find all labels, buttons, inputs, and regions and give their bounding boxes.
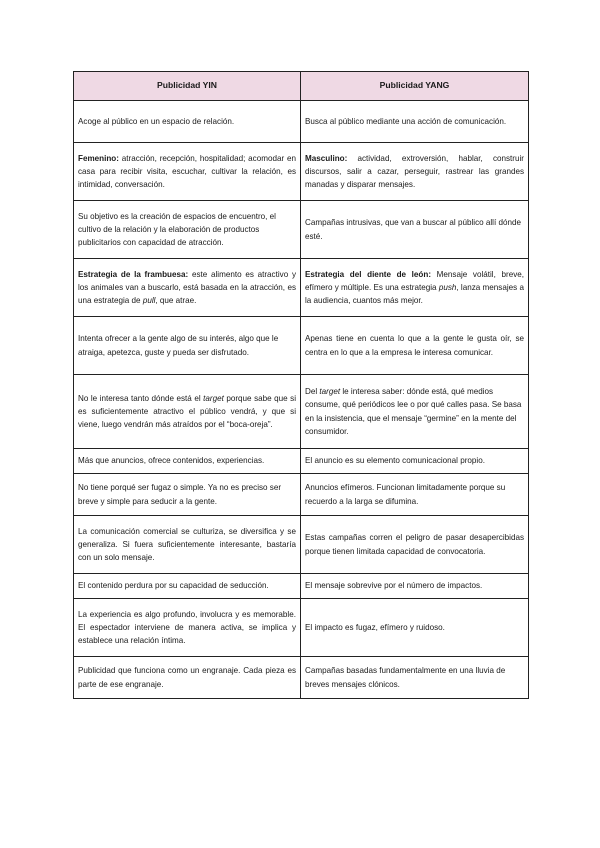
cell-text: Estas campañas corren el peligro de pasar desapercibidas porque tienen limitada capacidad de convocatoria. <box>305 533 524 556</box>
table-row <box>74 657 529 699</box>
cell-text: El impacto es fugaz, efímero y ruidoso. <box>305 622 445 632</box>
cell-text: Mensaje volátil, breve, efímero y múltiple. Es una estrategia <box>305 269 524 292</box>
yin-cell <box>74 657 301 699</box>
cell-text: El anuncio es su elemento comunicacional propio. <box>305 456 485 466</box>
cell-text: Acoge al público en un espacio de relación. <box>78 116 235 126</box>
table-row <box>74 201 529 259</box>
cell-text: No le interesa tanto dónde está el <box>78 393 204 403</box>
cell-italic-term: push <box>438 282 457 292</box>
cell-italic-term: target <box>319 386 341 396</box>
cell-text: La experiencia es algo profundo, involucra y es memorable. El espectador interviene de manera activa, se implica y establece una relación íntima. <box>78 609 296 646</box>
table-header-row <box>74 72 529 101</box>
table-row <box>74 143 529 201</box>
yin-cell <box>74 259 301 317</box>
yin-cell <box>74 449 301 474</box>
yang-cell <box>301 657 529 699</box>
yang-cell <box>301 201 529 259</box>
yin-cell <box>74 516 301 574</box>
cell-text: Del <box>305 386 320 396</box>
cell-text: le interesa saber: dónde está, qué medios consume, qué periódicos lee o por qué calles pasa. Se basa en la insistencia, que el mensaje “germine” en la mente del consumidor. <box>305 386 522 436</box>
cell-text: Campañas intrusivas, que van a buscar al público allí dónde esté. <box>305 218 521 241</box>
yang-cell <box>301 474 529 516</box>
table-row <box>74 516 529 574</box>
comparison-table <box>73 71 529 699</box>
yang-cell <box>301 574 529 599</box>
yin-cell <box>74 599 301 657</box>
yang-cell <box>301 516 529 574</box>
cell-text: actividad, extroversión, hablar, construir discursos, salir a cazar, perseguir, rastrear las grandes manadas y disparar mensajes. <box>305 153 524 190</box>
table-row <box>74 474 529 516</box>
cell-bold-lead: Estrategia de la frambuesa: <box>78 269 189 279</box>
cell-text: Campañas basadas fundamentalmente en una lluvia de breves mensajes clónicos. <box>305 666 506 689</box>
cell-italic-term: target <box>203 393 224 403</box>
yin-cell <box>74 201 301 259</box>
cell-text: atracción, recepción, hospitalidad; acomodar en casa para recibir visita, escuchar, cultivar la relación, es intimidad, conversación. <box>78 153 296 190</box>
yang-cell <box>301 599 529 657</box>
yin-cell <box>74 101 301 143</box>
cell-italic-term: pull <box>142 296 156 306</box>
cell-text: Apenas tiene en cuenta lo que a la gente le gusta oír, se centra en lo que a la empresa le interesa comunicar. <box>305 334 524 357</box>
header-yin: Publicidad YIN <box>74 72 301 101</box>
cell-text: Anuncios efímeros. Funcionan limitadamente porque su recuerdo a la larga se difumina. <box>305 483 506 506</box>
cell-text: El contenido perdura por su capacidad de seducción. <box>78 581 269 591</box>
cell-bold-lead: Estrategia del diente de león: <box>305 269 432 279</box>
yin-cell <box>74 317 301 375</box>
cell-bold-lead: Femenino: <box>78 153 119 163</box>
table-row <box>74 101 529 143</box>
cell-text: La comunicación comercial se culturiza, se diversifica y se generaliza. Si fuera suficientemente interesante, bastaría con un solo mensaje. <box>78 526 296 563</box>
yin-cell <box>74 143 301 201</box>
table-row <box>74 317 529 375</box>
yang-cell <box>301 375 529 449</box>
cell-text: Publicidad que funciona como un engranaje. Cada pieza es parte de ese engranaje. <box>78 666 296 689</box>
cell-text: , lanza mensajes a la audiencia, cuantos más mejor. <box>305 282 524 306</box>
cell-text: No tiene porqué ser fugaz o simple. Ya no es preciso ser breve y simple para seducir a la gente. <box>78 483 282 506</box>
cell-text: Más que anuncios, ofrece contenidos, experiencias. <box>78 456 265 466</box>
cell-text: Busca al público mediante una acción de comunicación. <box>305 116 507 126</box>
cell-text: este alimento es atractivo y los animales van a buscarlo, está basada en la atracción, es una estrategia de <box>78 269 296 306</box>
yin-cell <box>74 574 301 599</box>
cell-text: Su objetivo es la creación de espacios de encuentro, el cultivo de la relación y la elaboración de productos publicitarios con capacidad de atracción. <box>78 211 276 248</box>
cell-text: Intenta ofrecer a la gente algo de su interés, algo que le atraiga, apetezca, guste y pueda ser disfrutado. <box>78 334 279 357</box>
yang-cell <box>301 449 529 474</box>
cell-bold-lead: Masculino: <box>305 153 348 163</box>
cell-text: El mensaje sobrevive por el número de impactos. <box>305 581 483 591</box>
table-row <box>74 449 529 474</box>
table-row <box>74 574 529 599</box>
yang-cell <box>301 259 529 317</box>
header-yang: Publicidad YANG <box>301 72 529 101</box>
yang-cell <box>301 143 529 201</box>
yang-cell <box>301 317 529 375</box>
yin-cell <box>74 474 301 516</box>
yin-cell <box>74 375 301 449</box>
yang-cell <box>301 101 529 143</box>
cell-text: porque sabe que si es suficientemente atractivo el público vendrá, y que si viene, luego vendrán más atraídos por el “boca-oreja”. <box>78 393 296 430</box>
table-row <box>74 375 529 449</box>
cell-text: , que atrae. <box>155 296 197 306</box>
table-row <box>74 599 529 657</box>
table-row <box>74 259 529 317</box>
